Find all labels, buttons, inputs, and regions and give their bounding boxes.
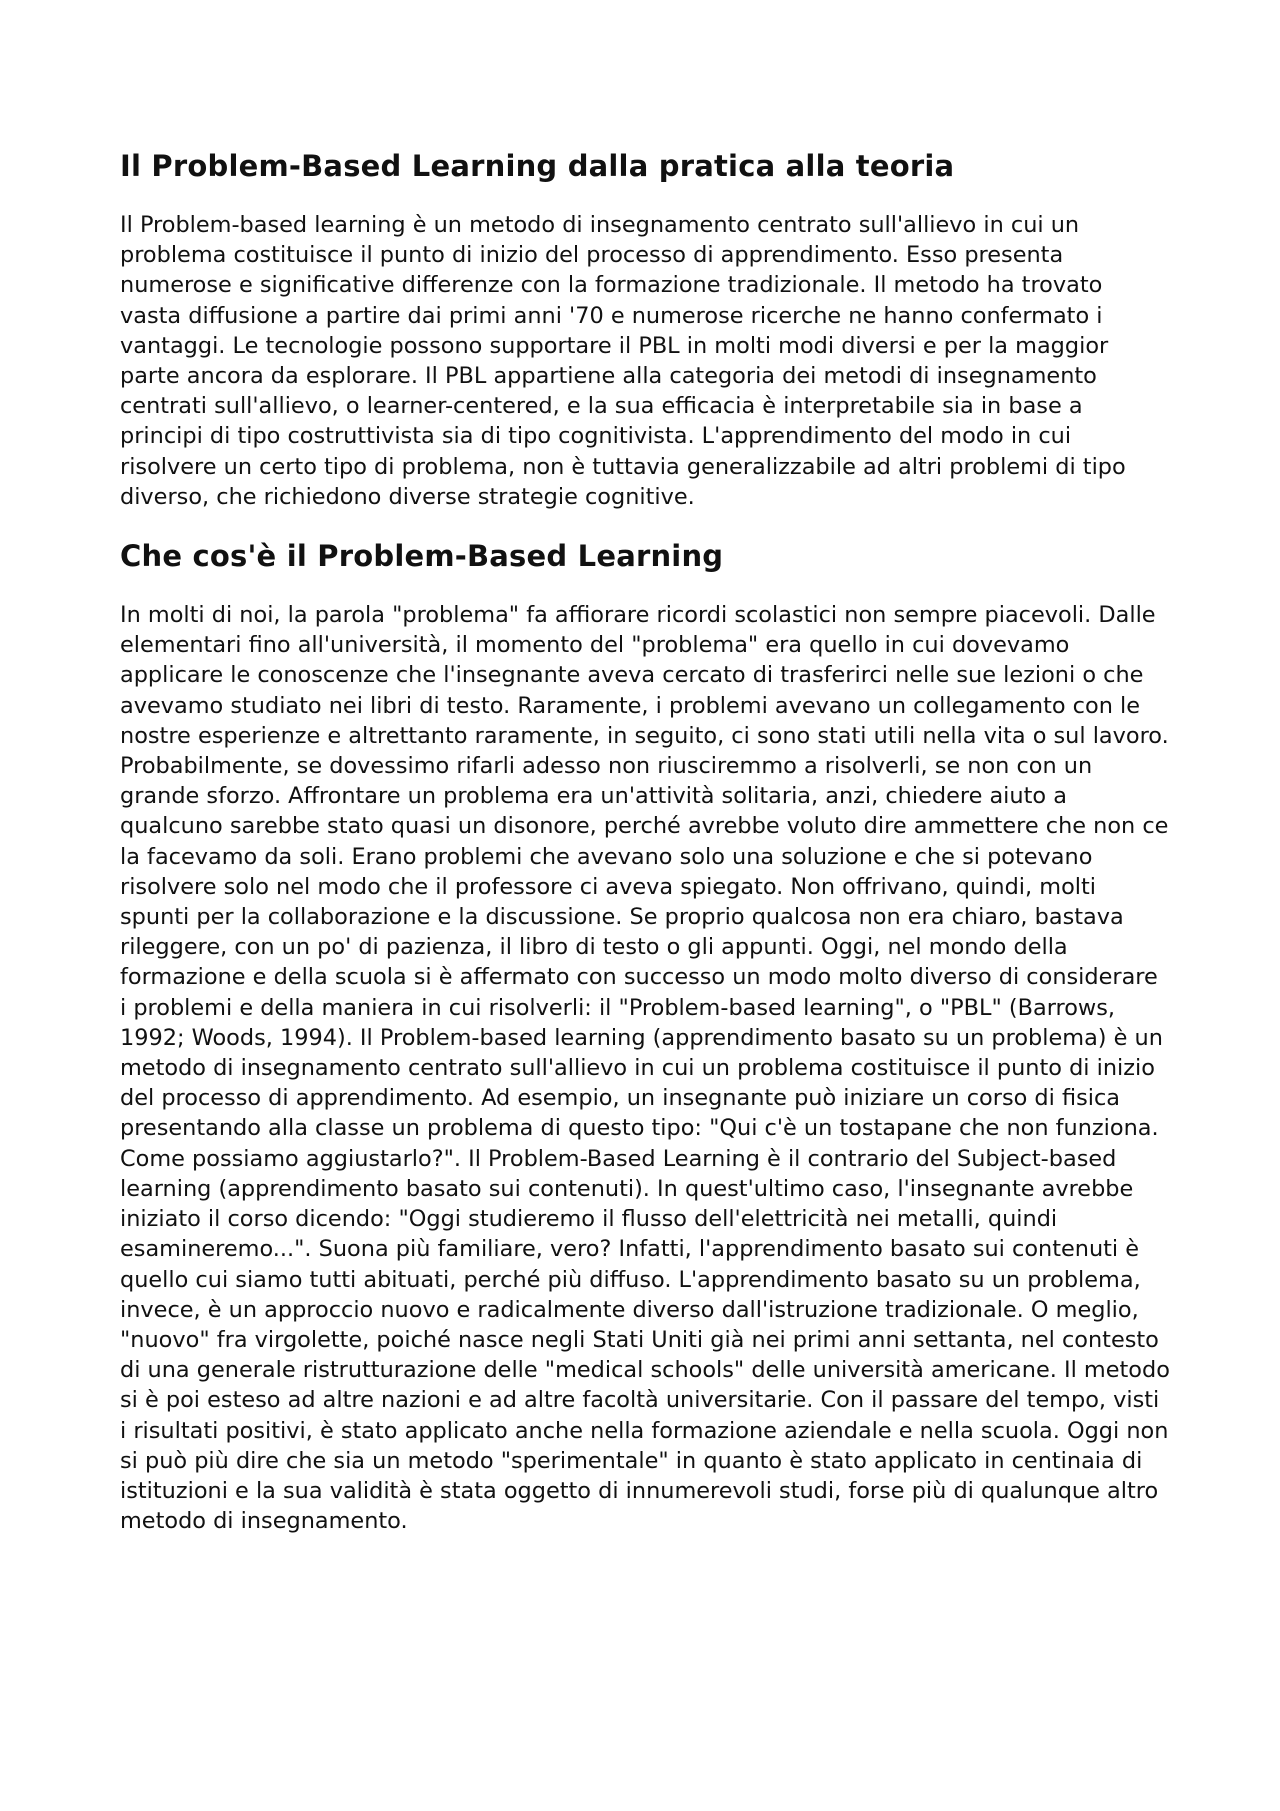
- document-page: [120, 148, 1170, 1536]
- document-title: Il Problem-Based Learning dalla pratica alla teoria: [120, 149, 955, 183]
- section-heading: Che cos'è il Problem-Based Learning: [120, 539, 724, 574]
- section-paragraph: In molti di noi, la parola "problema" fa affiorare ricordi scolastici non sempre piacevoli. Dalle elementari fino all'università, il momento del "problema" era quello in cui dovevamo applicare le conoscenze che l'insegnante aveva cercato di trasferirci nelle sue lezioni o che avevamo studiato nei libri di testo. Raramente, i problemi avevano un collegamento con le nostre esperienze e altrettanto raramente, in seguito, ci sono stati utili nella vita o sul lavoro. Probabilmente, se dovessimo rifarli adesso non riusciremmo a risolverli, se non con un grande sforzo. Affrontare un problema era un'attività solitaria, anzi, chiedere aiuto a qualcuno sarebbe stato quasi un disonore, perché avrebbe voluto dire ammettere che non ce la facevamo da soli. Erano problemi che avevano solo una soluzione e che si potevano risolvere solo nel modo che il professore ci aveva spiegato. Non offrivano, quindi, molti spunti per la collaborazione e la discussione. Se proprio qualcosa non era chiaro, bastava rileggere, con un po' di pazienza, il libro di testo o gli appunti. Oggi, nel mondo della formazione e della scuola si è affermato con successo un modo molto diverso di considerare i problemi e della maniera in cui risolverli: il "Problem-based learning", o "PBL" (Barrows, 1992; Woods, 1994). Il Problem-based learning (apprendimento basato su un problema) è un metodo di insegnamento centrato sull'allievo in cui un problema costituisce il punto di inizio del processo di apprendimento. Ad esempio, un insegnante può iniziare un corso di fisica presentando alla classe un problema di questo tipo: "Qui c'è un tostapane che non funziona. Come possiamo aggiustarlo?". Il Problem-Based Learning è il contrario del Subject-based learning (apprendimento basato sui contenuti). In quest'ultimo caso, l'insegnante avrebbe iniziato il corso dicendo: "Oggi studieremo il flusso dell'elettricità nei metalli, quindi esamineremo...". Suona più familiare, vero? Infatti, l'apprendimento basato sui contenuti è quello cui siamo tutti abituati, perché più diffuso. L'apprendimento basato su un problema, invece, è un approccio nuovo e radicalmente diverso dall'istruzione tradizionale. O meglio, "nuovo" fra virgolette, poiché nasce negli Stati Uniti già nei primi anni settanta, nel contesto di una generale ristrutturazione delle "medical schools" delle università americane. Il metodo si è poi esteso ad altre nazioni e ad altre facoltà universitarie. Con il passare del tempo, visti i risultati positivi, è stato applicato anche nella formazione aziendale e nella scuola. Oggi non si può più dire che sia un metodo "sperimentale" in quanto è stato applicato in centinaia di istituzioni e la sua validità è stata oggetto di innumerevoli studi, forse più di qualunque altro metodo di insegnamento.: [120, 602, 1170, 1535]
- intro-paragraph: Il Problem-based learning è un metodo di insegnamento centrato sull'allievo in cui un problema costituisce il punto di inizio del processo di apprendimento. Esso presenta numerose e significative differenze con la formazione tradizionale. Il metodo ha trovato vasta diffusione a partire dai primi anni '70 e numerose ricerche ne hanno confermato i vantaggi. Le tecnologie possono supportare il PBL in molti modi diversi e per la maggior parte ancora da esplorare. Il PBL appartiene alla categoria dei metodi di insegnamento centrati sull'allievo, o learner-centered, e la sua efficacia è interpretabile sia in base a principi di tipo costruttivista sia di tipo cognitivista. L'apprendimento del modo in cui risolvere un certo tipo di problema, non è tuttavia generalizzabile ad altri problemi di tipo diverso, che richiedono diverse strategie cognitive.: [120, 212, 1126, 510]
